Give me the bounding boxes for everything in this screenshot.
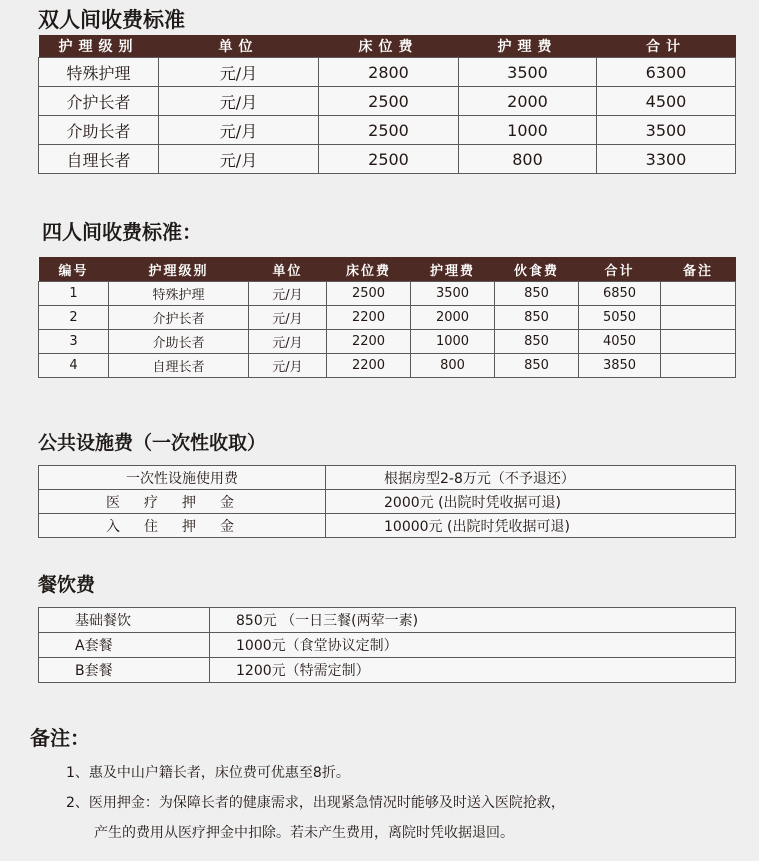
care-level-cell: 特殊护理: [39, 58, 159, 87]
fee-value-cell: 2000元 (出院时凭收据可退): [326, 490, 736, 514]
care-fee-cell: 2000: [411, 306, 495, 330]
unit-cell: 元/月: [159, 87, 319, 116]
table-row: [39, 466, 736, 490]
table-row: [39, 490, 736, 514]
care-fee-cell: 2000: [459, 87, 597, 116]
meal-plan-cell: A套餐: [39, 633, 210, 658]
quad-room-title: 四人间收费标准：: [42, 220, 202, 244]
table-row: [39, 658, 736, 683]
bed-fee-cell: 2200: [327, 306, 411, 330]
meal-plan-cell: B套餐: [39, 658, 210, 683]
total-cell: 4500: [597, 87, 736, 116]
table-header-row: [39, 257, 736, 282]
total-cell: 6850: [579, 282, 661, 306]
meal-price-cell: 850元 （一日三餐(两荤一素): [210, 608, 736, 633]
table-row: [39, 633, 736, 658]
care-level-cell: 自理长者: [39, 145, 159, 174]
care-fee-cell: 800: [411, 354, 495, 378]
note-line-3: 产生的费用从医疗押金中扣除。若未产生费用，离院时凭收据退回。: [94, 825, 514, 841]
notes-title: 备注：: [30, 726, 90, 750]
care-level-cell: 介助长者: [109, 330, 249, 354]
unit-cell: 元/月: [249, 330, 327, 354]
header-bed-fee: 床位费: [319, 35, 459, 58]
remarks-cell: [661, 330, 736, 354]
unit-cell: 元/月: [249, 354, 327, 378]
number-cell: 2: [39, 306, 109, 330]
header-total: 合计: [597, 35, 736, 58]
facility-fee-title: 公共设施费（一次性收取）: [38, 432, 267, 454]
table-row: [39, 330, 736, 354]
total-cell: 3300: [597, 145, 736, 174]
table-row: [39, 87, 736, 116]
care-fee-cell: 800: [459, 145, 597, 174]
remarks-cell: [661, 354, 736, 378]
number-cell: 3: [39, 330, 109, 354]
table-header-row: [39, 35, 736, 58]
care-level-cell: 自理长者: [109, 354, 249, 378]
bed-fee-cell: 2200: [327, 354, 411, 378]
meal-fee-cell: 850: [495, 354, 579, 378]
bed-fee-cell: 2800: [319, 58, 459, 87]
total-cell: 4050: [579, 330, 661, 354]
unit-cell: 元/月: [159, 58, 319, 87]
header-care-fee: 护理费: [411, 257, 495, 282]
header-unit: 单位: [249, 257, 327, 282]
table-row: [39, 282, 736, 306]
facility-fee-table: [38, 465, 736, 538]
bed-fee-cell: 2500: [319, 87, 459, 116]
note-line-1: 1、惠及中山户籍长者，床位费可优惠至8折。: [66, 765, 350, 781]
header-care-level: 护理级别: [39, 35, 159, 58]
fee-item-cell: 一次性设施使用费: [39, 466, 326, 490]
meal-fee-cell: 850: [495, 330, 579, 354]
meal-price-cell: 1200元（特需定制）: [210, 658, 736, 683]
header-total: 合计: [579, 257, 661, 282]
bed-fee-cell: 2500: [327, 282, 411, 306]
total-cell: 6300: [597, 58, 736, 87]
dining-fee-title: 餐饮费: [38, 574, 96, 596]
fee-value-cell: 根据房型2-8万元（不予退还）: [326, 466, 736, 490]
table-row: [39, 514, 736, 538]
remarks-cell: [661, 282, 736, 306]
meal-price-cell: 1000元（食堂协议定制）: [210, 633, 736, 658]
table-row: [39, 145, 736, 174]
header-care-level: 护理级别: [109, 257, 249, 282]
header-remarks: 备注: [661, 257, 736, 282]
total-cell: 3500: [597, 116, 736, 145]
header-unit: 单位: [159, 35, 319, 58]
table-row: [39, 608, 736, 633]
number-cell: 1: [39, 282, 109, 306]
table-row: [39, 306, 736, 330]
header-bed-fee: 床位费: [327, 257, 411, 282]
unit-cell: 元/月: [249, 282, 327, 306]
note-line-2: 2、医用押金：为保障长者的健康需求，出现紧急情况时能够及时送入医院抢救，: [66, 795, 565, 811]
meal-fee-cell: 850: [495, 282, 579, 306]
fee-value-cell: 10000元 (出院时凭收据可退): [326, 514, 736, 538]
unit-cell: 元/月: [159, 145, 319, 174]
fee-item-cell: 医疗押金: [39, 490, 326, 514]
bed-fee-cell: 2500: [319, 116, 459, 145]
table-row: [39, 116, 736, 145]
table-row: [39, 58, 736, 87]
fee-item-cell: 入住押金: [39, 514, 326, 538]
number-cell: 4: [39, 354, 109, 378]
care-fee-cell: 1000: [459, 116, 597, 145]
header-meal-fee: 伙食费: [495, 257, 579, 282]
total-cell: 3850: [579, 354, 661, 378]
bed-fee-cell: 2200: [327, 330, 411, 354]
quad-room-table: [38, 257, 736, 378]
header-care-fee: 护理费: [459, 35, 597, 58]
table-row: [39, 354, 736, 378]
header-number: 编号: [39, 257, 109, 282]
double-room-table: [38, 35, 736, 174]
care-fee-cell: 3500: [411, 282, 495, 306]
dining-fee-table: [38, 607, 736, 683]
care-level-cell: 介助长者: [39, 116, 159, 145]
total-cell: 5050: [579, 306, 661, 330]
care-level-cell: 特殊护理: [109, 282, 249, 306]
remarks-cell: [661, 306, 736, 330]
unit-cell: 元/月: [249, 306, 327, 330]
double-room-title: 双人间收费标准: [38, 8, 185, 32]
care-fee-cell: 1000: [411, 330, 495, 354]
meal-fee-cell: 850: [495, 306, 579, 330]
care-fee-cell: 3500: [459, 58, 597, 87]
meal-plan-cell: 基础餐饮: [39, 608, 210, 633]
bed-fee-cell: 2500: [319, 145, 459, 174]
unit-cell: 元/月: [159, 116, 319, 145]
care-level-cell: 介护长者: [39, 87, 159, 116]
care-level-cell: 介护长者: [109, 306, 249, 330]
